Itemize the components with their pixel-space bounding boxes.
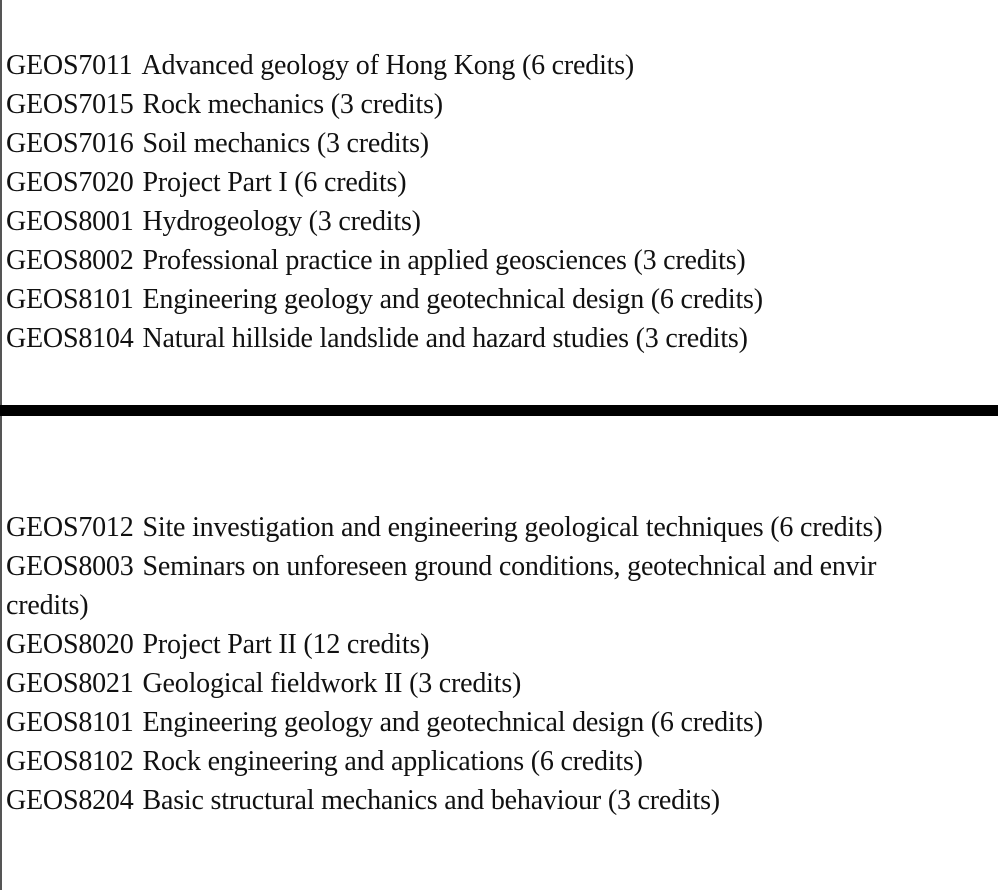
course-item: [6, 664, 998, 703]
course-title: Basic structural mechanics and behaviour (3 credits): [142, 785, 720, 816]
course-title: Geological fieldwork II (3 credits): [142, 668, 522, 699]
course-code: GEOS8003: [6, 551, 134, 582]
course-item: [6, 703, 998, 742]
course-item: [6, 202, 998, 241]
course-code: GEOS7016: [6, 128, 134, 159]
course-title: Engineering geology and geotechnical design (6 credits): [142, 284, 763, 315]
course-code: GEOS8101: [6, 707, 134, 738]
course-title: Hydrogeology (3 credits): [142, 206, 421, 237]
course-item: [6, 46, 998, 85]
course-code: GEOS8101: [6, 284, 134, 315]
course-item: [6, 241, 998, 280]
course-code: GEOS8001: [6, 206, 134, 237]
course-title: Soil mechanics (3 credits): [142, 128, 429, 159]
course-item: [6, 319, 998, 358]
course-code: GEOS8104: [6, 323, 134, 354]
course-item: [6, 280, 998, 319]
course-item: [6, 124, 998, 163]
course-code: GEOS8020: [6, 629, 134, 660]
course-item: [6, 508, 998, 547]
course-code: GEOS8204: [6, 785, 134, 816]
page-left-border: [0, 0, 2, 890]
course-code: GEOS7015: [6, 89, 134, 120]
course-code: GEOS7012: [6, 512, 134, 543]
section-divider: [0, 405, 998, 416]
course-title: Advanced geology of Hong Kong (6 credits): [141, 50, 635, 81]
course-list-lower: [6, 508, 998, 820]
course-title: Engineering geology and geotechnical design (6 credits): [142, 707, 763, 738]
course-code: GEOS7011: [6, 50, 133, 81]
course-item: [6, 547, 998, 625]
course-title: Professional practice in applied geosciences (3 credits): [142, 245, 746, 276]
course-code: GEOS8102: [6, 746, 134, 777]
course-title: Project Part I (6 credits): [142, 167, 407, 198]
course-title-continuation: credits): [6, 590, 89, 621]
course-code: GEOS7020: [6, 167, 134, 198]
course-title: Seminars on unforeseen ground conditions, geotechnical and envir: [142, 551, 877, 582]
course-title: Site investigation and engineering geological techniques (6 credits): [142, 512, 883, 543]
course-title: Project Part II (12 credits): [142, 629, 430, 660]
course-title: Rock engineering and applications (6 credits): [142, 746, 643, 777]
course-item: [6, 781, 998, 820]
course-code: GEOS8021: [6, 668, 134, 699]
course-code: GEOS8002: [6, 245, 134, 276]
course-item: [6, 742, 998, 781]
course-list-upper: [6, 46, 998, 358]
course-item: [6, 625, 998, 664]
course-item: [6, 163, 998, 202]
course-item: [6, 85, 998, 124]
course-title: Natural hillside landslide and hazard studies (3 credits): [142, 323, 748, 354]
course-title: Rock mechanics (3 credits): [142, 89, 443, 120]
